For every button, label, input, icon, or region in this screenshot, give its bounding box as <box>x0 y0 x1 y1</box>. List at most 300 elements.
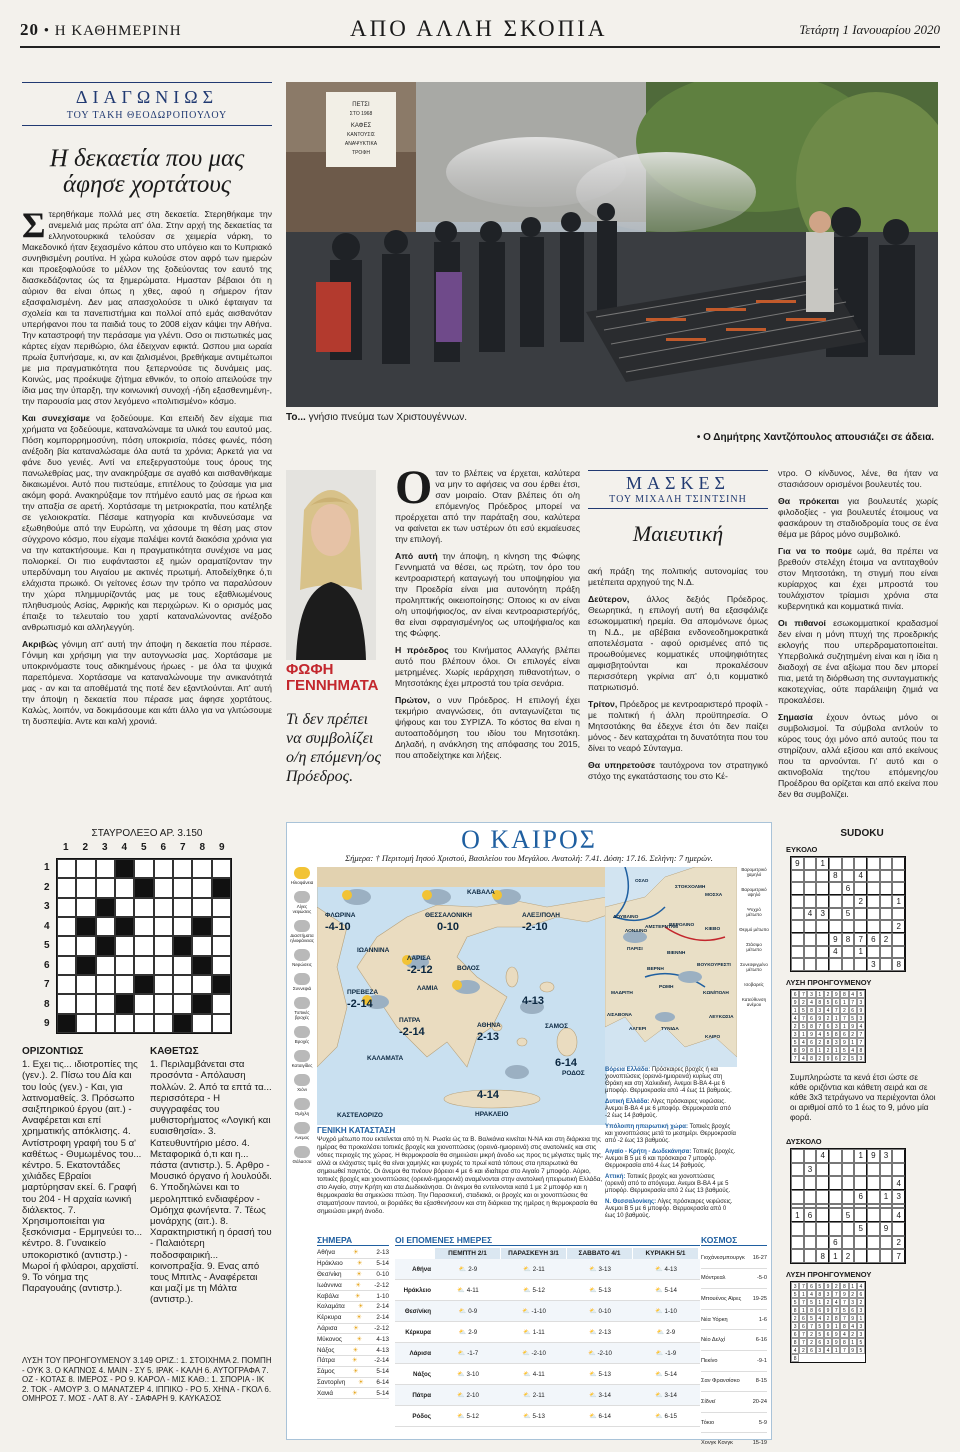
sudoku-cell[interactable]: 4 <box>854 870 867 883</box>
sudoku-cell[interactable]: 6 <box>854 1190 867 1204</box>
sudoku-cell[interactable]: 3 <box>880 1149 893 1163</box>
crossword-cell[interactable] <box>154 898 173 917</box>
crossword-cell[interactable] <box>192 898 211 917</box>
crossword-cell[interactable] <box>76 936 95 955</box>
crossword-cell[interactable] <box>212 859 231 878</box>
crossword-cell[interactable] <box>76 1014 95 1033</box>
sudoku-cell[interactable] <box>816 920 829 933</box>
sudoku-cell[interactable] <box>892 1149 905 1163</box>
paragraph: ντρο. Ο κίνδυνος, λένε, θα ήταν να στασιάσουν ορισμένοι βουλευτές του. <box>778 468 938 489</box>
solution-cell: 6 <box>824 1022 832 1030</box>
solution-cell: 1 <box>799 1306 807 1314</box>
sudoku-cell[interactable]: 5 <box>854 1222 867 1236</box>
crossword-black-cell <box>76 956 95 975</box>
crossword-cell[interactable] <box>115 878 134 897</box>
sudoku-cell[interactable] <box>880 1236 893 1250</box>
crossword-black-cell <box>96 936 115 955</box>
region-text: Λίγες πρόσκαιρες νεφώσεις. Ανεμοι Β 5 με 6 μποφόρ. Θερμοκρασία από 0 έως 10 βαθμούς. <box>605 1199 733 1219</box>
crossword-cell[interactable] <box>115 975 134 994</box>
sudoku-cell[interactable] <box>804 958 817 971</box>
sudoku-cell[interactable] <box>880 908 893 921</box>
sudoku-cell[interactable] <box>842 958 855 971</box>
sudoku-cell[interactable] <box>867 1176 880 1190</box>
sudoku-cell[interactable] <box>816 1190 829 1204</box>
crossword-cell[interactable] <box>134 994 153 1013</box>
crossword-cell[interactable] <box>134 956 153 975</box>
sudoku-cell[interactable] <box>804 1236 817 1250</box>
forecast-cell <box>567 1349 633 1357</box>
temp-range: -9-1 <box>757 1357 767 1364</box>
crossword-cell[interactable] <box>212 936 231 955</box>
crossword-cell[interactable] <box>212 1014 231 1033</box>
sudoku-cell[interactable] <box>867 1190 880 1204</box>
solution-cell: 9 <box>791 998 799 1006</box>
solution-cell: 5 <box>816 1322 824 1330</box>
crossword-grid[interactable] <box>56 858 232 1034</box>
crossword-cell[interactable] <box>154 917 173 936</box>
sudoku-cell[interactable] <box>804 946 817 959</box>
solution-cell: 3 <box>791 1322 799 1330</box>
crossword-cell[interactable] <box>57 936 76 955</box>
today-row <box>317 1378 389 1389</box>
day-header: ΣΑΒΒΑΤΟ 4/1 <box>567 1248 633 1259</box>
sudoku-cell[interactable] <box>804 870 817 883</box>
sudoku-cell[interactable] <box>804 1190 817 1204</box>
sudoku-cell[interactable] <box>842 1176 855 1190</box>
sudoku-cell[interactable] <box>842 857 855 870</box>
crossword-cell[interactable] <box>134 859 153 878</box>
crossword-cell[interactable] <box>57 994 76 1013</box>
sudoku-cell[interactable] <box>829 958 842 971</box>
sudoku-cell[interactable] <box>892 870 905 883</box>
sudoku-cell[interactable] <box>854 857 867 870</box>
cloud-icon: ⛅ <box>589 1392 599 1399</box>
hard-label: ΔΥΣΚΟΛΟ <box>786 1137 822 1146</box>
sudoku-cell[interactable] <box>880 958 893 971</box>
crossword-cell[interactable] <box>115 898 134 917</box>
solution-cell: 3 <box>832 1022 840 1030</box>
temp-range: 5-9 <box>758 1419 767 1426</box>
legend-label: Τοπικές βροχές <box>294 1010 310 1020</box>
crossword-cell[interactable] <box>76 898 95 917</box>
sudoku-cell[interactable] <box>892 857 905 870</box>
sudoku-cell[interactable]: 4 <box>804 908 817 921</box>
crossword-cell[interactable] <box>154 1014 173 1033</box>
crossword-cell[interactable] <box>57 956 76 975</box>
today-row <box>317 1356 389 1367</box>
dropcap: Σ <box>22 204 46 245</box>
sun-icon: ☀ <box>356 1335 362 1343</box>
legend-item <box>289 891 315 914</box>
forecast-cell <box>633 1328 699 1336</box>
city-name: Σαν Φρανσίσκο <box>701 1378 740 1385</box>
map-city: ΚΑΒΑΛΑ <box>467 889 495 896</box>
sudoku-cell[interactable] <box>867 1208 880 1222</box>
crossword-cell[interactable] <box>76 994 95 1013</box>
sudoku-cell[interactable] <box>829 908 842 921</box>
crossword-cell[interactable] <box>96 994 115 1013</box>
sudoku-cell[interactable] <box>791 1222 804 1236</box>
row-number: 7 <box>44 979 50 990</box>
temp-range: 8-15 <box>755 1378 767 1385</box>
crossword-cell[interactable] <box>96 975 115 994</box>
crossword-cell[interactable] <box>76 878 95 897</box>
crossword-cell[interactable] <box>173 898 192 917</box>
sudoku-cell[interactable] <box>854 958 867 971</box>
sudoku-cell[interactable]: 5 <box>842 908 855 921</box>
crossword-cell[interactable] <box>212 956 231 975</box>
crossword-cell[interactable] <box>57 917 76 936</box>
crossword-cell[interactable] <box>134 917 153 936</box>
sudoku-cell[interactable] <box>829 1190 842 1204</box>
sudoku-cell[interactable]: 1 <box>854 1149 867 1163</box>
crossword-cell[interactable] <box>173 994 192 1013</box>
sudoku-cell[interactable] <box>804 1249 817 1263</box>
today-row <box>317 1388 389 1399</box>
sudoku-cell[interactable] <box>880 1249 893 1263</box>
sudoku-cell[interactable] <box>791 1176 804 1190</box>
sudoku-cell[interactable] <box>867 946 880 959</box>
crossword-cell[interactable] <box>154 994 173 1013</box>
sudoku-cell[interactable] <box>816 1163 829 1177</box>
crossword-cell[interactable] <box>57 878 76 897</box>
sudoku-cell[interactable] <box>829 882 842 895</box>
crossword-cell[interactable] <box>154 878 173 897</box>
sudoku-cell[interactable] <box>804 1222 817 1236</box>
sudoku-cell[interactable] <box>867 857 880 870</box>
sudoku-cell[interactable] <box>791 958 804 971</box>
crossword-cell[interactable] <box>212 917 231 936</box>
region-forecast <box>605 1149 737 1170</box>
sudoku-cell[interactable] <box>842 1222 855 1236</box>
sudoku-cell[interactable] <box>854 1208 867 1222</box>
solution-cell: 6 <box>840 1030 848 1038</box>
legend-label: Ομίχλη <box>294 1111 310 1116</box>
sudoku-cell[interactable]: 1 <box>880 1190 893 1204</box>
sudoku-cell[interactable]: 8 <box>829 870 842 883</box>
crossword-title: ΣΤΑΥΡΟΛΕΞΟ ΑΡ. 3.150 <box>91 828 203 839</box>
temp-range: 0-10 <box>376 1270 389 1278</box>
cloud-icon: ⛅ <box>458 1266 469 1273</box>
sudoku-cell[interactable] <box>791 1149 804 1163</box>
map-city: ΙΩΑΝΝΙΝΑ <box>357 947 390 954</box>
article-headline: Μαιευτική <box>632 521 724 546</box>
sudoku-cell[interactable] <box>892 908 905 921</box>
crossword-cell[interactable] <box>212 898 231 917</box>
crossword-cell[interactable] <box>96 859 115 878</box>
sudoku-cell[interactable] <box>892 882 905 895</box>
solution-cell: 1 <box>832 1322 840 1330</box>
sudoku-cell[interactable] <box>867 1236 880 1250</box>
crossword-cell[interactable] <box>134 1014 153 1033</box>
sudoku-cell[interactable] <box>867 882 880 895</box>
solution-cell: 4 <box>824 1006 832 1014</box>
sudoku-cell[interactable] <box>804 920 817 933</box>
sudoku-cell[interactable] <box>892 1163 905 1177</box>
sudoku-cell[interactable]: 9 <box>829 933 842 946</box>
sudoku-cell[interactable]: 4 <box>829 946 842 959</box>
crossword-cell[interactable] <box>154 975 173 994</box>
lead-in: Για να το πούμε <box>778 546 852 556</box>
sudoku-cell[interactable] <box>816 1236 829 1250</box>
sudoku-cell[interactable]: 6 <box>829 1236 842 1250</box>
sudoku-cell[interactable]: 8 <box>816 1249 829 1263</box>
sudoku-cell[interactable] <box>842 1163 855 1177</box>
sudoku-cell[interactable] <box>804 895 817 908</box>
crossword-cell[interactable] <box>115 1014 134 1033</box>
sudoku-cell[interactable] <box>842 895 855 908</box>
crossword-cell[interactable] <box>57 975 76 994</box>
crossword-cell[interactable] <box>57 859 76 878</box>
sudoku-cell[interactable] <box>854 882 867 895</box>
sudoku-cell[interactable]: 6 <box>804 1208 817 1222</box>
legend-item <box>289 867 315 885</box>
crossword-cell[interactable] <box>96 878 115 897</box>
sudoku-cell[interactable] <box>829 920 842 933</box>
sudoku-cell[interactable] <box>816 1222 829 1236</box>
sudoku-cell[interactable] <box>791 920 804 933</box>
sudoku-cell[interactable]: 7 <box>892 1249 905 1263</box>
day-header: ΠΑΡΑΣΚΕΥΗ 3/1 <box>501 1248 567 1259</box>
sudoku-cell[interactable] <box>816 882 829 895</box>
sudoku-cell[interactable] <box>829 895 842 908</box>
sudoku-cell[interactable] <box>880 946 893 959</box>
sudoku-cell[interactable] <box>829 1222 842 1236</box>
solution-cell: 4 <box>816 1314 824 1322</box>
crossword-cell[interactable] <box>173 956 192 975</box>
paragraph: Πρόεδρος με κεντροαριστερό προφίλ - με πολιτική ή άλλη προϋπηρεσία. Ο Μητσοτάκης θα έδεχνε έτσι ότι δεν παίζει μόνος - δεν καταχράται τη δυνατότητα που του δίνει το νεαρό Σύνταγμα. <box>588 699 768 753</box>
sudoku-cell[interactable] <box>816 946 829 959</box>
sudoku-cell[interactable] <box>880 857 893 870</box>
sudoku-cell[interactable]: 1 <box>829 1249 842 1263</box>
sun-icon: ☀ <box>352 1368 359 1376</box>
sudoku-cell[interactable] <box>816 1176 829 1190</box>
sudoku-cell[interactable] <box>791 1249 804 1263</box>
sudoku-cell[interactable] <box>867 1163 880 1177</box>
sudoku-cell[interactable]: 2 <box>854 895 867 908</box>
crossword-cell[interactable] <box>134 936 153 955</box>
sudoku-cell[interactable] <box>804 857 817 870</box>
sudoku-cell[interactable] <box>804 933 817 946</box>
sudoku-cell[interactable]: 2 <box>892 1236 905 1250</box>
sudoku-cell[interactable] <box>842 870 855 883</box>
sudoku-cell[interactable]: 6 <box>867 933 880 946</box>
sudoku-cell[interactable]: 3 <box>816 908 829 921</box>
crossword-cell[interactable] <box>96 917 115 936</box>
crossword-cell[interactable] <box>134 898 153 917</box>
sudoku-cell[interactable] <box>816 958 829 971</box>
forecast-cell <box>633 1307 699 1315</box>
sudoku-cell[interactable]: 6 <box>842 882 855 895</box>
sudoku-cell[interactable] <box>829 1149 842 1163</box>
region-name: Αττική: <box>605 1174 626 1180</box>
sudoku-cell[interactable] <box>816 895 829 908</box>
sudoku-cell[interactable]: 3 <box>804 1163 817 1177</box>
sudoku-cell[interactable] <box>892 933 905 946</box>
sudoku-cell[interactable] <box>829 857 842 870</box>
lead-in: Από αυτή <box>395 551 438 561</box>
sudoku-cell[interactable] <box>880 1208 893 1222</box>
sudoku-cell[interactable] <box>880 895 893 908</box>
sudoku-cell[interactable] <box>854 1163 867 1177</box>
region-text: Λίγες πρόσκαιρες νεφώσεις. Ανεμοι Β-ΒΑ 4 με 6 μποφόρ. Θερμοκρασία από -2 έως 14 βαθμούς. <box>605 1099 731 1119</box>
crossword-cell[interactable] <box>192 878 211 897</box>
world-row <box>701 1372 767 1393</box>
paragraph: ταν το βλέπεις να έρχεται, καλύτερα να μην το αφήσεις να σου έρθει έτσι, σαν μοιραίο. Οταν βλέπεις ότι ο/η επόμενη/ος Πρόεδρος μπορεί να προέρχεται από την παράταξη σου, καλύτερα να φαίνεται εκ των υστέρων ότι εσύ εκμαίευσες την επιλογή. <box>395 468 580 544</box>
solution-cell: 7 <box>857 1030 865 1038</box>
sudoku-cell[interactable] <box>854 908 867 921</box>
crossword-cell[interactable] <box>154 936 173 955</box>
sudoku-cell[interactable] <box>791 1190 804 1204</box>
sudoku-cell[interactable] <box>791 933 804 946</box>
city-name: Αθήνα <box>412 1265 431 1273</box>
solution-cell: 8 <box>840 1338 848 1346</box>
sudoku-cell[interactable] <box>804 1149 817 1163</box>
sudoku-cell[interactable] <box>867 1222 880 1236</box>
sudoku-cell[interactable] <box>842 1190 855 1204</box>
temp-range: -2-10 <box>531 1350 546 1357</box>
crossword-cell[interactable] <box>76 859 95 878</box>
sudoku-cell[interactable] <box>842 946 855 959</box>
legend-item <box>289 1050 315 1068</box>
crossword-cell[interactable] <box>173 917 192 936</box>
legend-item <box>289 1026 315 1044</box>
sudoku-cell[interactable] <box>842 1149 855 1163</box>
sudoku-cell[interactable]: 1 <box>854 946 867 959</box>
crossword-cell[interactable] <box>154 859 173 878</box>
sudoku-cell[interactable]: 1 <box>892 895 905 908</box>
sudoku-cell[interactable] <box>842 1236 855 1250</box>
crossword-cell[interactable] <box>212 994 231 1013</box>
crossword-cell[interactable] <box>57 898 76 917</box>
crossword-cell[interactable] <box>173 975 192 994</box>
paragraph: άλλος δεξιός Πρόεδρος. Θεωρητικά, η επιλογή αυτή θα εξασφάλιζε εσωκομματική ηρεμία. Θα απομόνωνε όμως τη Ν.Δ., με αβέβαια ενδονεοδημοκρατικά αποτελέσματα - αφού ορισμένες από τις προωθούμενες κομματικές υποψηφιότητες αμφισβητούνται και προκαλέσουν περισσότερη γκρίνια απ' ό,τι κομματικό πατριωτισμό. <box>588 594 768 692</box>
sudoku-cell[interactable]: 2 <box>842 1249 855 1263</box>
crossword-cell[interactable] <box>115 936 134 955</box>
sudoku-cell[interactable] <box>791 946 804 959</box>
maskes-article-continued <box>778 468 938 806</box>
shop-sign-text: ΑΝΑΨΥΚΤΙΚΑ <box>344 141 378 147</box>
forecast-cell <box>567 1328 633 1336</box>
sudoku-cell[interactable]: 9 <box>880 1222 893 1236</box>
sudoku-cell[interactable] <box>880 870 893 883</box>
temp-range: 2-13 <box>376 1249 389 1257</box>
forecast-cell <box>435 1391 501 1399</box>
sudoku-cell[interactable] <box>829 1208 842 1222</box>
sudoku-cell[interactable] <box>842 920 855 933</box>
solution-cell: 4 <box>807 1290 815 1298</box>
crossword-cell[interactable] <box>96 956 115 975</box>
crossword-cell[interactable] <box>192 975 211 994</box>
sudoku-cell[interactable] <box>791 908 804 921</box>
crossword-cell[interactable] <box>115 956 134 975</box>
sudoku-cell[interactable] <box>880 1163 893 1177</box>
sudoku-cell[interactable] <box>867 870 880 883</box>
sudoku-cell[interactable] <box>854 1236 867 1250</box>
sudoku-cell[interactable]: 8 <box>892 958 905 971</box>
sudoku-cell[interactable] <box>791 870 804 883</box>
crossword-cell[interactable] <box>96 1014 115 1033</box>
solution-cell: 9 <box>849 1346 857 1354</box>
sudoku-cell[interactable] <box>854 1249 867 1263</box>
sudoku-cell[interactable] <box>854 1176 867 1190</box>
sudoku-cell[interactable] <box>804 1176 817 1190</box>
sudoku-cell[interactable] <box>867 1249 880 1263</box>
crossword-cell[interactable] <box>173 859 192 878</box>
sudoku-hard-grid[interactable] <box>790 1148 906 1264</box>
sudoku-cell[interactable] <box>892 1222 905 1236</box>
sudoku-cell[interactable] <box>867 908 880 921</box>
legend-label: Χιόνι <box>297 1087 307 1092</box>
sudoku-cell[interactable]: 4 <box>892 1176 905 1190</box>
temp-range: 3-13 <box>598 1266 611 1273</box>
sudoku-cell[interactable]: 8 <box>842 933 855 946</box>
solution-cell: 7 <box>799 1330 807 1338</box>
solution-cell: 7 <box>799 1014 807 1022</box>
sudoku-cell[interactable]: 1 <box>816 857 829 870</box>
sudoku-cell[interactable]: 2 <box>892 920 905 933</box>
sudoku-cell[interactable] <box>816 870 829 883</box>
sudoku-cell[interactable]: 9 <box>791 857 804 870</box>
sudoku-cell[interactable]: 5 <box>842 1208 855 1222</box>
temp-range: 5-14 <box>664 1371 677 1378</box>
sudoku-cell[interactable] <box>880 920 893 933</box>
sudoku-cell[interactable] <box>816 933 829 946</box>
sudoku-cell[interactable] <box>804 882 817 895</box>
sudoku-cell[interactable] <box>892 946 905 959</box>
temp-range: 6-16 <box>755 1337 767 1344</box>
crossword-cell[interactable] <box>192 859 211 878</box>
europe-city: ΒΙΕΝΝΗ <box>667 951 686 956</box>
solution-cell: 7 <box>832 1306 840 1314</box>
sudoku-cell[interactable] <box>880 1176 893 1190</box>
sudoku-cell[interactable]: 7 <box>854 933 867 946</box>
sudoku-cell[interactable] <box>829 1176 842 1190</box>
sudoku-cell[interactable] <box>854 920 867 933</box>
crossword-cell[interactable] <box>173 878 192 897</box>
sudoku-cell[interactable] <box>880 882 893 895</box>
sudoku-cell[interactable] <box>816 1208 829 1222</box>
sudoku-cell[interactable]: 2 <box>880 933 893 946</box>
crossword-cell[interactable] <box>192 1014 211 1033</box>
map-city: ΒΟΛΟΣ <box>457 965 480 972</box>
sudoku-cell[interactable]: 4 <box>892 1208 905 1222</box>
sudoku-cell[interactable] <box>867 895 880 908</box>
sudoku-cell[interactable]: 9 <box>867 1149 880 1163</box>
forecast-cell <box>501 1286 567 1294</box>
cloud-icon: ⛅ <box>655 1308 665 1315</box>
crossword-cell[interactable] <box>154 956 173 975</box>
sudoku-cell[interactable] <box>791 895 804 908</box>
solution-cell: 6 <box>807 1038 815 1046</box>
sudoku-cell[interactable]: 3 <box>892 1190 905 1204</box>
sudoku-cell[interactable] <box>829 1163 842 1177</box>
sudoku-cell[interactable]: 1 <box>791 1208 804 1222</box>
crossword-cell[interactable] <box>76 975 95 994</box>
sudoku-cell[interactable] <box>791 1236 804 1250</box>
europe-city: ΚΩΝ/ΠΟΛΗ <box>703 991 729 996</box>
crossword-cell[interactable] <box>192 936 211 955</box>
sudoku-cell[interactable]: 3 <box>867 958 880 971</box>
sudoku-cell[interactable] <box>791 882 804 895</box>
crossword-black-cell <box>76 917 95 936</box>
sudoku-easy-grid[interactable] <box>790 856 906 972</box>
temp-range: 3-10 <box>466 1371 479 1378</box>
europe-city: ΠΑΡΙΣΙ <box>627 947 643 952</box>
sudoku-cell[interactable] <box>791 1163 804 1177</box>
sudoku-cell[interactable] <box>867 920 880 933</box>
sudoku-cell[interactable]: 4 <box>816 1149 829 1163</box>
